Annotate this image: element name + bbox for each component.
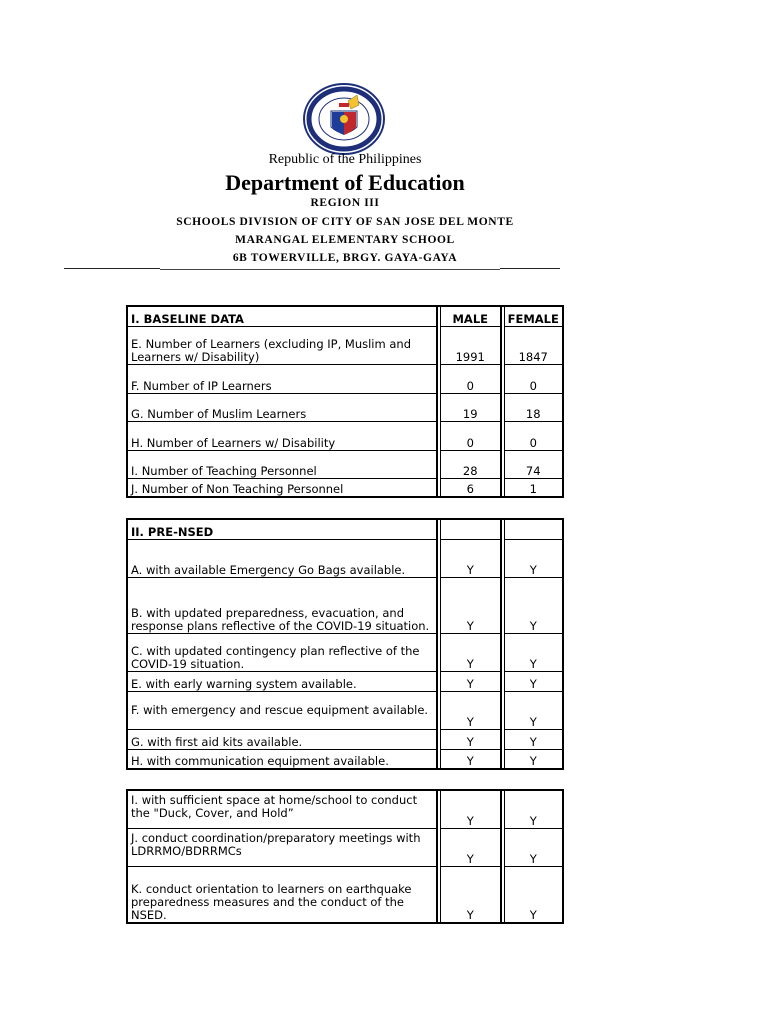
male-value: Y [441,671,501,691]
female-column-header: FEMALE [504,306,563,326]
header-rule-middle [160,269,500,270]
female-value: Y [504,749,563,769]
pre-nsed-table [126,518,564,770]
row-label: H. with communication equipment available. [127,749,437,769]
female-value: 0 [504,421,563,450]
male-value: Y [441,691,501,729]
female-value: Y [504,729,563,749]
male-value: 28 [441,450,501,478]
table-row [127,633,563,671]
male-value: Y [441,866,501,923]
table-row [127,691,563,729]
republic-text: Republic of the Philippines [268,152,422,167]
male-value: 0 [441,421,501,450]
table-header-row [127,519,563,539]
row-label: G. Number of Muslim Learners [127,393,437,421]
table-row [127,478,563,497]
male-value: Y [441,790,501,828]
male-value: Y [441,749,501,769]
female-value: Y [504,790,563,828]
table-row [127,450,563,478]
row-label: F. Number of IP Learners [127,364,437,393]
female-value: 1847 [504,326,563,364]
male-value: 0 [441,364,501,393]
table-row [127,421,563,450]
region-text: REGION III [310,197,380,209]
row-label: A. with available Emergency Go Bags available. [127,539,437,577]
table-row [127,749,563,769]
male-value: Y [441,539,501,577]
row-label: I. Number of Teaching Personnel [127,450,437,478]
female-value: Y [504,866,563,923]
header-rule-left [64,268,160,269]
baseline-title: I. BASELINE DATA [127,306,437,326]
male-value: 19 [441,393,501,421]
school-address: 6B TOWERVILLE, BRGY. GAYA-GAYA [232,252,458,264]
table-row [127,577,563,633]
row-label: H. Number of Learners w/ Disability [127,421,437,450]
row-label: B. with updated preparedness, evacuation, and response plans reflective of the COVID-19 situation. [127,577,437,633]
female-value: 74 [504,450,563,478]
row-label: E. Number of Learners (excluding IP, Muslim and Learners w/ Disability) [127,326,437,364]
male-value: Y [441,828,501,866]
table-row [127,866,563,923]
table-row [127,729,563,749]
deped-seal-icon [303,83,385,155]
table-row [127,364,563,393]
row-label: F. with emergency and rescue equipment available. [127,691,437,729]
department-title: Department of Education [225,170,465,195]
table-row [127,393,563,421]
male-column-header: MALE [441,306,501,326]
female-value: Y [504,691,563,729]
row-label: C. with updated contingency plan reflective of the COVID-19 situation. [127,633,437,671]
female-value: 0 [504,364,563,393]
row-label: K. conduct orientation to learners on earthquake preparedness measures and the conduct of the NSED. [127,866,437,923]
school-name: MARANGAL ELEMENTARY SCHOOL [235,234,455,246]
female-value: Y [504,539,563,577]
male-value: Y [441,633,501,671]
male-value: Y [441,729,501,749]
table-header-row [127,306,563,326]
division-text: SCHOOLS DIVISION OF CITY OF SAN JOSE DEL MONTE [176,216,514,228]
male-value: 1991 [441,326,501,364]
pre-nsed-title: II. PRE-NSED [127,519,437,539]
female-value: Y [504,828,563,866]
female-value [504,519,563,539]
table-row [127,828,563,866]
pre-nsed-continued-table [126,789,564,924]
male-value: Y [441,577,501,633]
male-value [441,519,501,539]
table-row [127,326,563,364]
female-value: 1 [504,478,563,497]
female-value: Y [504,577,563,633]
female-value: Y [504,671,563,691]
table-row [127,790,563,828]
row-label: J. Number of Non Teaching Personnel [127,478,437,497]
baseline-data-table [126,305,564,498]
row-label: I. with sufficient space at home/school to conduct the "Duck, Cover, and Hold” [127,790,437,828]
row-label: G. with first aid kits available. [127,729,437,749]
male-value: 6 [441,478,501,497]
female-value: Y [504,633,563,671]
table-row [127,671,563,691]
row-label: E. with early warning system available. [127,671,437,691]
female-value: 18 [504,393,563,421]
header-rule-right [500,268,560,269]
row-label: J. conduct coordination/preparatory meetings with LDRRMO/BDRRMCs [127,828,437,866]
table-row [127,539,563,577]
